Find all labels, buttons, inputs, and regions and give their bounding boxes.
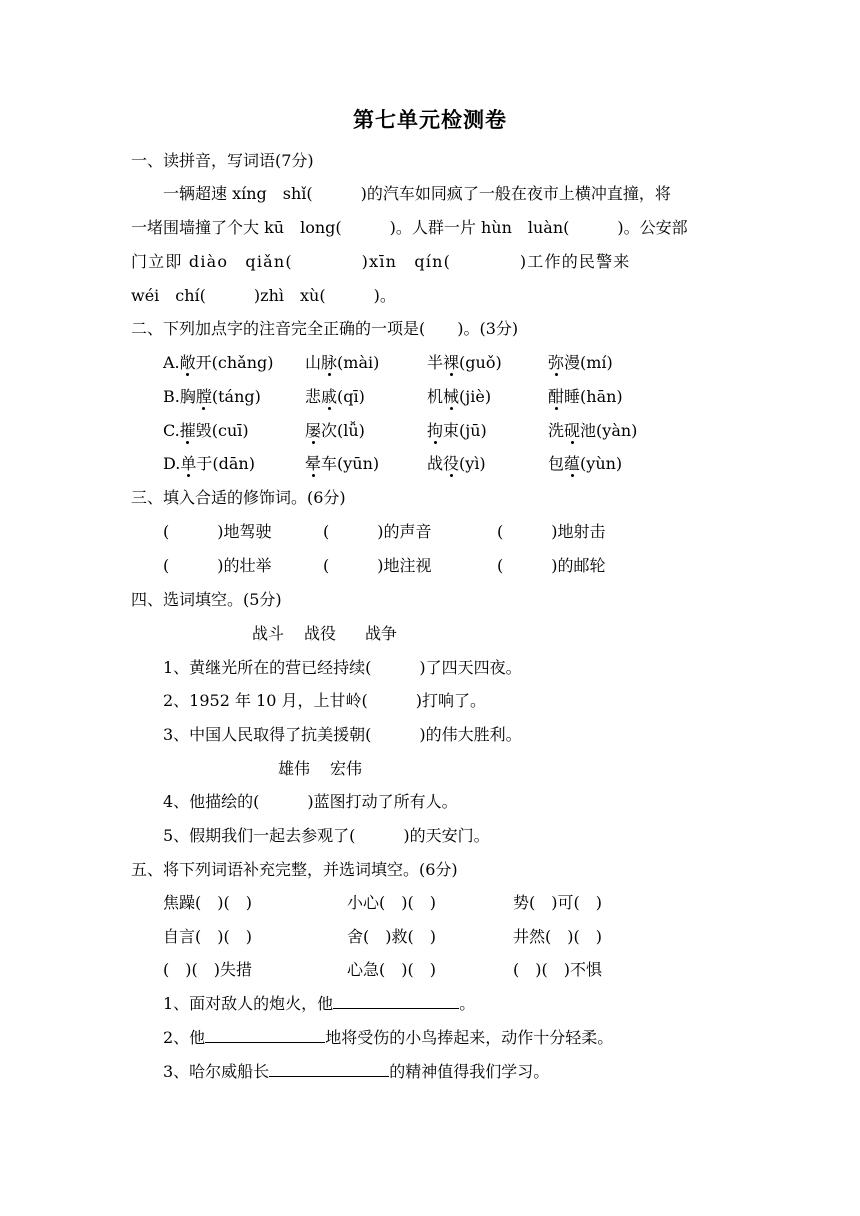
idiom-item: 自言( )( ) xyxy=(163,927,252,946)
answer-blank xyxy=(205,1028,325,1043)
idiom-item: 小心( )( ) xyxy=(347,893,436,912)
idiom-item: 势( )可( ) xyxy=(513,893,602,912)
answer-blank xyxy=(333,994,459,1009)
idiom-item: 井然( )( ) xyxy=(513,927,602,946)
word-choice: 战役 xyxy=(304,624,337,643)
s2-option: 晕车(yūn) xyxy=(305,454,380,473)
s3-item: ( )的壮举 xyxy=(163,556,272,575)
s3-item: ( )的声音 xyxy=(323,522,432,541)
s4-question-2: 2、1952 年 10 月，上甘岭( )打响了。 xyxy=(163,691,487,710)
s2-option: C.摧毁(cuī) xyxy=(163,421,249,440)
s2-option: 屡次(lǚ) xyxy=(305,421,365,440)
answer-blank xyxy=(269,1062,389,1077)
s3-item: ( )的邮轮 xyxy=(497,556,606,575)
s1-line-4: wéi chí( )zhì xù( )。 xyxy=(131,286,396,305)
section-1-heading: 一、读拼音，写词语(7分) xyxy=(131,151,314,170)
s2-option: 拘束(jū) xyxy=(427,421,487,440)
idiom-item: ( )( )不惧 xyxy=(513,960,602,979)
s4-question-4: 4、他描绘的( )蓝图打动了所有人。 xyxy=(163,792,458,811)
word-choice: 战斗 xyxy=(252,624,285,643)
s4-question-3: 3、中国人民取得了抗美援朝( )的伟大胜利。 xyxy=(163,725,522,744)
section-5-heading: 五、将下列词语补充完整，并选词填空。(6分) xyxy=(131,860,458,879)
s5-question-3: 3、哈尔威船长 的精神值得我们学习。 xyxy=(163,1062,550,1081)
s2-option: 包蕴(yùn) xyxy=(548,454,623,473)
s3-item: ( )地注视 xyxy=(323,556,432,575)
s2-option: 战役(yì) xyxy=(427,454,486,473)
s3-item: ( )地射击 xyxy=(497,522,606,541)
s2-option: 洗砚池(yàn) xyxy=(548,421,638,440)
word-choice: 战争 xyxy=(365,624,398,643)
section-3-heading: 三、填入合适的修饰词。(6分) xyxy=(131,488,346,507)
idiom-item: ( )( )失措 xyxy=(163,960,252,979)
page-title: 第七单元检测卷 xyxy=(353,107,507,132)
s4-question-5: 5、假期我们一起去参观了( )的天安门。 xyxy=(163,826,490,845)
s2-option: 半裸(guǒ) xyxy=(427,353,502,372)
s3-item: ( )地驾驶 xyxy=(163,522,272,541)
s2-option: 机械(jiè) xyxy=(427,387,492,406)
s1-line-2: 一堵围墙撞了个大 kū long( )。人群一片 hùn luàn( )。公安部 xyxy=(131,218,688,237)
s1-line-1: 一辆超速 xíng shǐ( )的汽车如同疯了一般在夜市上横冲直撞，将 xyxy=(131,184,671,203)
s1-line-3: 门立即 diào qiǎn( )xīn qín( )工作的民警来 xyxy=(131,252,631,271)
s2-option: 山脉(mài) xyxy=(305,353,380,372)
word-choice: 雄伟 xyxy=(278,759,311,778)
section-4-heading: 四、选词填空。(5分) xyxy=(131,590,282,609)
s2-option: B.胸膛(táng) xyxy=(163,387,261,406)
s2-option: 酣睡(hān) xyxy=(548,387,623,406)
s5-question-2: 2、他 地将受伤的小鸟捧起来，动作十分轻柔。 xyxy=(163,1028,614,1047)
s2-option: 弥漫(mí) xyxy=(548,353,613,372)
s2-option: 悲戚(qī) xyxy=(305,387,365,406)
idiom-item: 舍( )救( ) xyxy=(347,927,436,946)
s4-question-1: 1、黄继光所在的营已经持续( )了四天四夜。 xyxy=(163,658,522,677)
section-2-heading: 二、下列加点字的注音完全正确的一项是( )。(3分) xyxy=(131,319,519,338)
idiom-item: 心急( )( ) xyxy=(347,960,436,979)
idiom-item: 焦躁( )( ) xyxy=(163,893,252,912)
s2-option: D.单于(dān) xyxy=(163,454,255,473)
word-choice: 宏伟 xyxy=(330,759,363,778)
s5-question-1: 1、面对敌人的炮火，他 。 xyxy=(163,994,476,1013)
s2-option: A.敞开(chǎng) xyxy=(163,353,274,372)
